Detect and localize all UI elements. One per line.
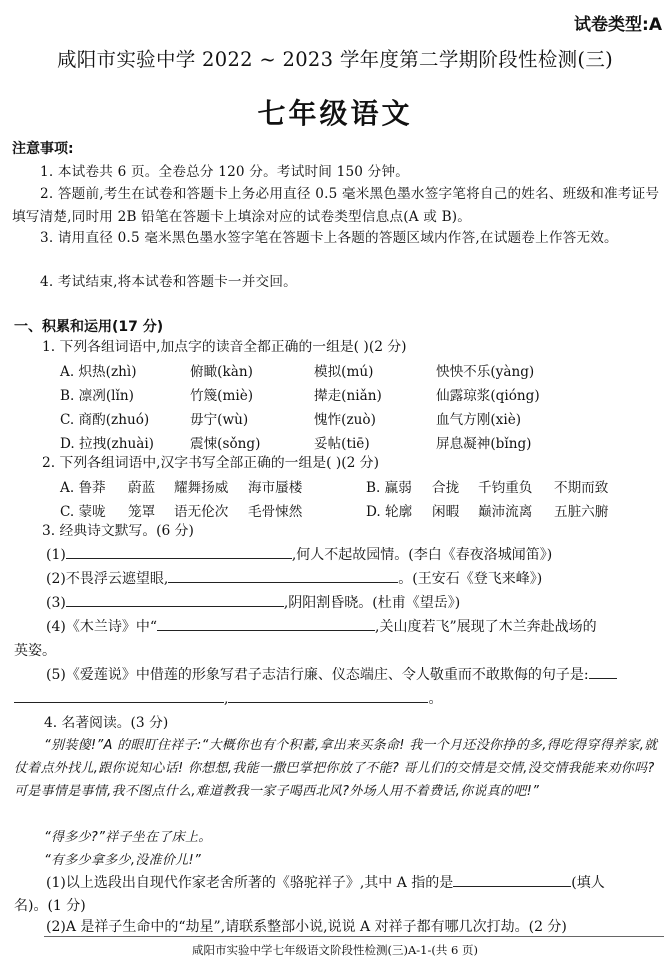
answer-blank[interactable] [453,872,571,887]
option-text: C. 商酌(zhuó) [60,412,150,428]
reading-passage-para-1: “别装傻!”A 的眼盯住祥子:“大概你也有个积蓄,拿出来买条命! 我一个月还没你挣的多,得吃得穿得养家,就仗着点外找儿,跟你说知心话! 你想想,我能一撒巴掌把你放了不能? 哥儿们的交情是交情,没交情我能来劝你吗? 可是事情是事情,我不图点什么,难道教我一家子喝西北风?外场人用不着费话,你说真的吧!” [14,738,658,799]
option-text: 模拟(mú) [314,364,374,380]
answer-blank[interactable] [228,688,428,703]
option-text: 蔚蓝 [128,480,156,496]
option-text: 笼罩 [128,504,156,520]
notice-heading: 注意事项: [12,141,74,157]
recite-line-2 [46,568,542,590]
answer-blank[interactable] [168,568,398,583]
option-text: 毋宁(wù) [190,412,249,428]
option-text: 不期而致 [554,480,609,496]
question-2-stem: 2. 下列各组词语中,汉字书写全部正确的一组是( )(2 分) [42,455,379,471]
school-title: 咸阳市实验中学 2022 ~ 2023 学年度第二学期阶段性检测(三) [56,48,614,71]
answer-blank[interactable] [66,592,284,607]
paper-type-label: 试卷类型:A [574,15,662,35]
option-text: 耀舞扬威 [174,480,229,496]
recite-line-3 [46,592,460,614]
line-tail: ,何人不起故园情。(李白《春夜洛城闻笛》) [291,547,553,563]
recite-line-5 [46,664,617,686]
option-text: D. 轮廓 [366,504,413,520]
question-4-sub-1-wrap: 名)。(1 分) [14,898,86,914]
question-1-stem: 1. 下列各组词语中,加点字的读音全都正确的一组是( )(2 分) [42,339,407,355]
option-text: C. 蒙咙 [60,504,106,520]
answer-blank[interactable] [66,544,292,559]
option-text: 俯瞰(kàn) [190,364,253,380]
option-text: 妥帖(tiē) [314,436,370,452]
line-tail: ,关山度若飞”展现了木兰奔赴战场的 [375,619,597,635]
answer-blank[interactable] [589,664,617,679]
option-text: 震悚(sǒng) [190,436,261,452]
option-text: 竹篾(miè) [190,388,254,404]
option-text: 屏息凝神(bǐng) [436,436,532,452]
line-tail: 。(王安石《登飞来峰》) [398,571,543,587]
recite-line-4 [46,616,597,638]
question-4-sub-2: (2)A 是祥子生命中的“劫星”,请联系整部小说,说说 A 对祥子都有哪几次打劫。(2 分) [46,919,567,935]
option-text: A. 炽热(zhì) [60,364,137,380]
option-text: 合拢 [432,480,460,496]
option-text: 仙露琼浆(qióng) [436,388,540,404]
sub-question-text: (1)以上选段出自现代作家老舍所著的《骆驼祥子》,其中 A 指的是 [46,875,454,891]
option-text: 闲暇 [432,504,460,520]
exam-title: 七年级语文 [257,97,413,130]
option-text: 毛骨悚然 [248,504,303,520]
option-text: 海市蜃楼 [248,480,303,496]
footer-divider [44,936,664,937]
section-heading: 一、积累和运用(17 分) [14,319,164,335]
notice-item-3: 3. 请用直径 0.5 毫米黑色墨水签字笔在答题卡上各题的答题区域内作答,在试题卷上作答无效。 [40,230,618,246]
question-4-stem: 4. 名著阅读。(3 分) [44,715,169,731]
line-number: (1) [46,547,66,563]
line-head: (5)《爱莲说》中借莲的形象写君子志洁行廉、仪态端庄、令人敬重而不敢欺侮的句子是: [46,667,589,683]
recite-line-1 [46,544,552,566]
notice-item-1: 1. 本试卷共 6 页。全卷总分 120 分。考试时间 150 分钟。 [40,164,410,180]
option-text: 愧怍(zuò) [314,412,376,428]
page-footer: 咸阳市实验中学七年级语文阶段性检测(三)A-1-(共 6 页) [192,943,478,957]
line-head: (4)《木兰诗》中“ [46,619,157,635]
option-text: B. 赢弱 [366,480,412,496]
notice-item-4: 4. 考试结束,将本试卷和答题卡一并交回。 [40,274,297,290]
answer-blank[interactable] [157,616,375,631]
option-text: 语无伦次 [174,504,229,520]
option-text: 千钧重负 [478,480,533,496]
question-3-stem: 3. 经典诗文默写。(6 分) [42,523,194,539]
line-sep: , [224,691,229,707]
sub-question-tail: (填人 [571,875,605,891]
option-text: 五脏六腑 [554,504,609,520]
option-text: 撵走(niǎn) [314,388,382,404]
option-text: D. 拉拽(zhuài) [60,436,154,452]
reading-passage-para-3: “有多少拿多少,没准价儿!” [44,853,202,868]
line-head: (2)不畏浮云遮望眼, [46,571,169,587]
recite-line-4-wrap: 英姿。 [14,643,56,659]
answer-blank[interactable] [14,688,224,703]
question-4-sub-1 [46,872,605,894]
line-number: (3) [46,595,66,611]
recite-line-5-wrap [14,688,442,710]
line-end: 。 [428,691,443,707]
option-text: 怏怏不乐(yàng) [436,364,535,380]
line-tail: ,阴阳割昏晓。(杜甫《望岳》) [283,595,461,611]
option-text: 血气方刚(xiè) [436,412,522,428]
notice-item-2: 2. 答题前,考生在试卷和答题卡上务必用直径 0.5 毫米黑色墨水签字笔将自己的姓名、班级和准考证号填写清楚,同时用 2B 铅笔在答题卡上填涂对应的试卷类型信息点(A 或 B)。 [12,186,660,225]
option-text: B. 凛冽(lǐn) [60,388,134,404]
option-text: 巅沛流离 [478,504,533,520]
reading-passage-para-2: “得多少?”祥子坐在了床上。 [44,830,212,845]
option-text: A. 鲁莽 [60,480,106,496]
